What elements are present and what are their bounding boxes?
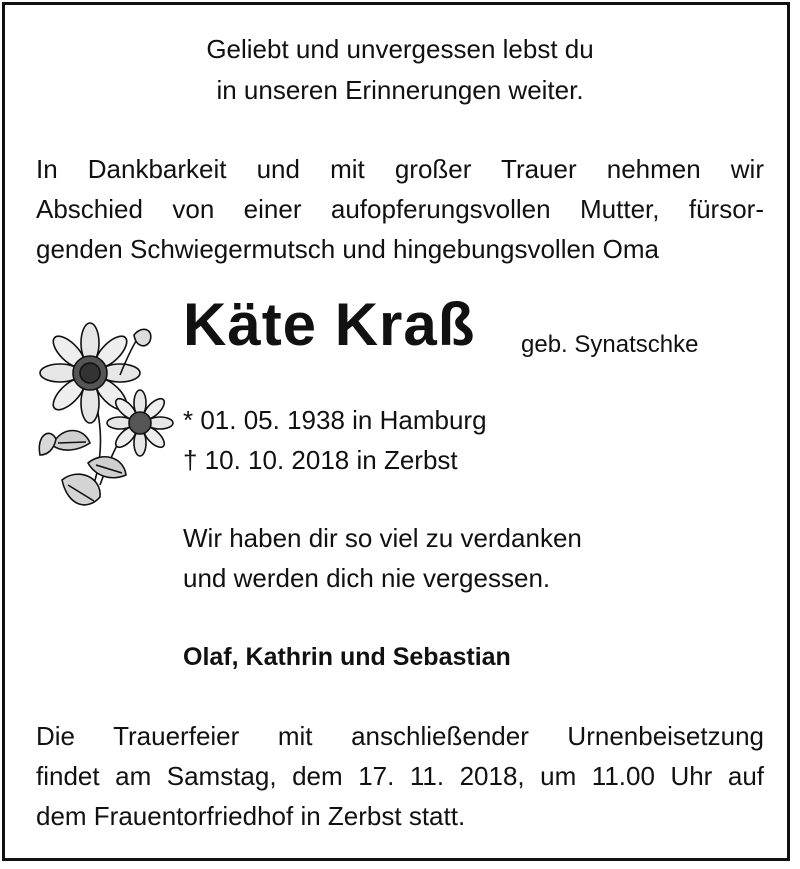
intro-line-3: genden Schwiegermutsch und hingebungsvollen Oma <box>36 234 659 264</box>
mourners: Olaf, Kathrin und Sebastian <box>183 643 511 671</box>
epitaph-line-1: Geliebt und unvergessen lebst du <box>206 34 594 64</box>
death-date: † 10. 10. 2018 in Zerbst <box>183 445 458 475</box>
tribute-line-2: und werden dich nie vergessen. <box>183 563 551 593</box>
epitaph-line-2: in unseren Erinnerungen weiter. <box>216 75 584 105</box>
sunflower-icon <box>32 315 182 520</box>
maiden-name: geb. Synatschke <box>521 331 699 358</box>
intro-line-2: Abschied von einer aufopferungsvollen Mutter, fürsor- <box>36 194 764 224</box>
tribute-line-1: Wir haben dir so viel zu verdanken <box>183 523 582 553</box>
funeral-line-1: Die Trauerfeier mit anschließender Urnenbeisetzung <box>36 721 764 751</box>
intro-line-1: In Dankbarkeit und mit großer Trauer nehmen wir <box>36 154 764 184</box>
funeral-line-2: findet am Samstag, dem 17. 11. 2018, um 11.00 Uhr auf <box>36 761 764 791</box>
deceased-name: Käte Kraß <box>183 291 476 358</box>
birth-date: * 01. 05. 1938 in Hamburg <box>183 405 487 435</box>
funeral-line-3: dem Frauentorfriedhof in Zerbst statt. <box>36 801 466 831</box>
